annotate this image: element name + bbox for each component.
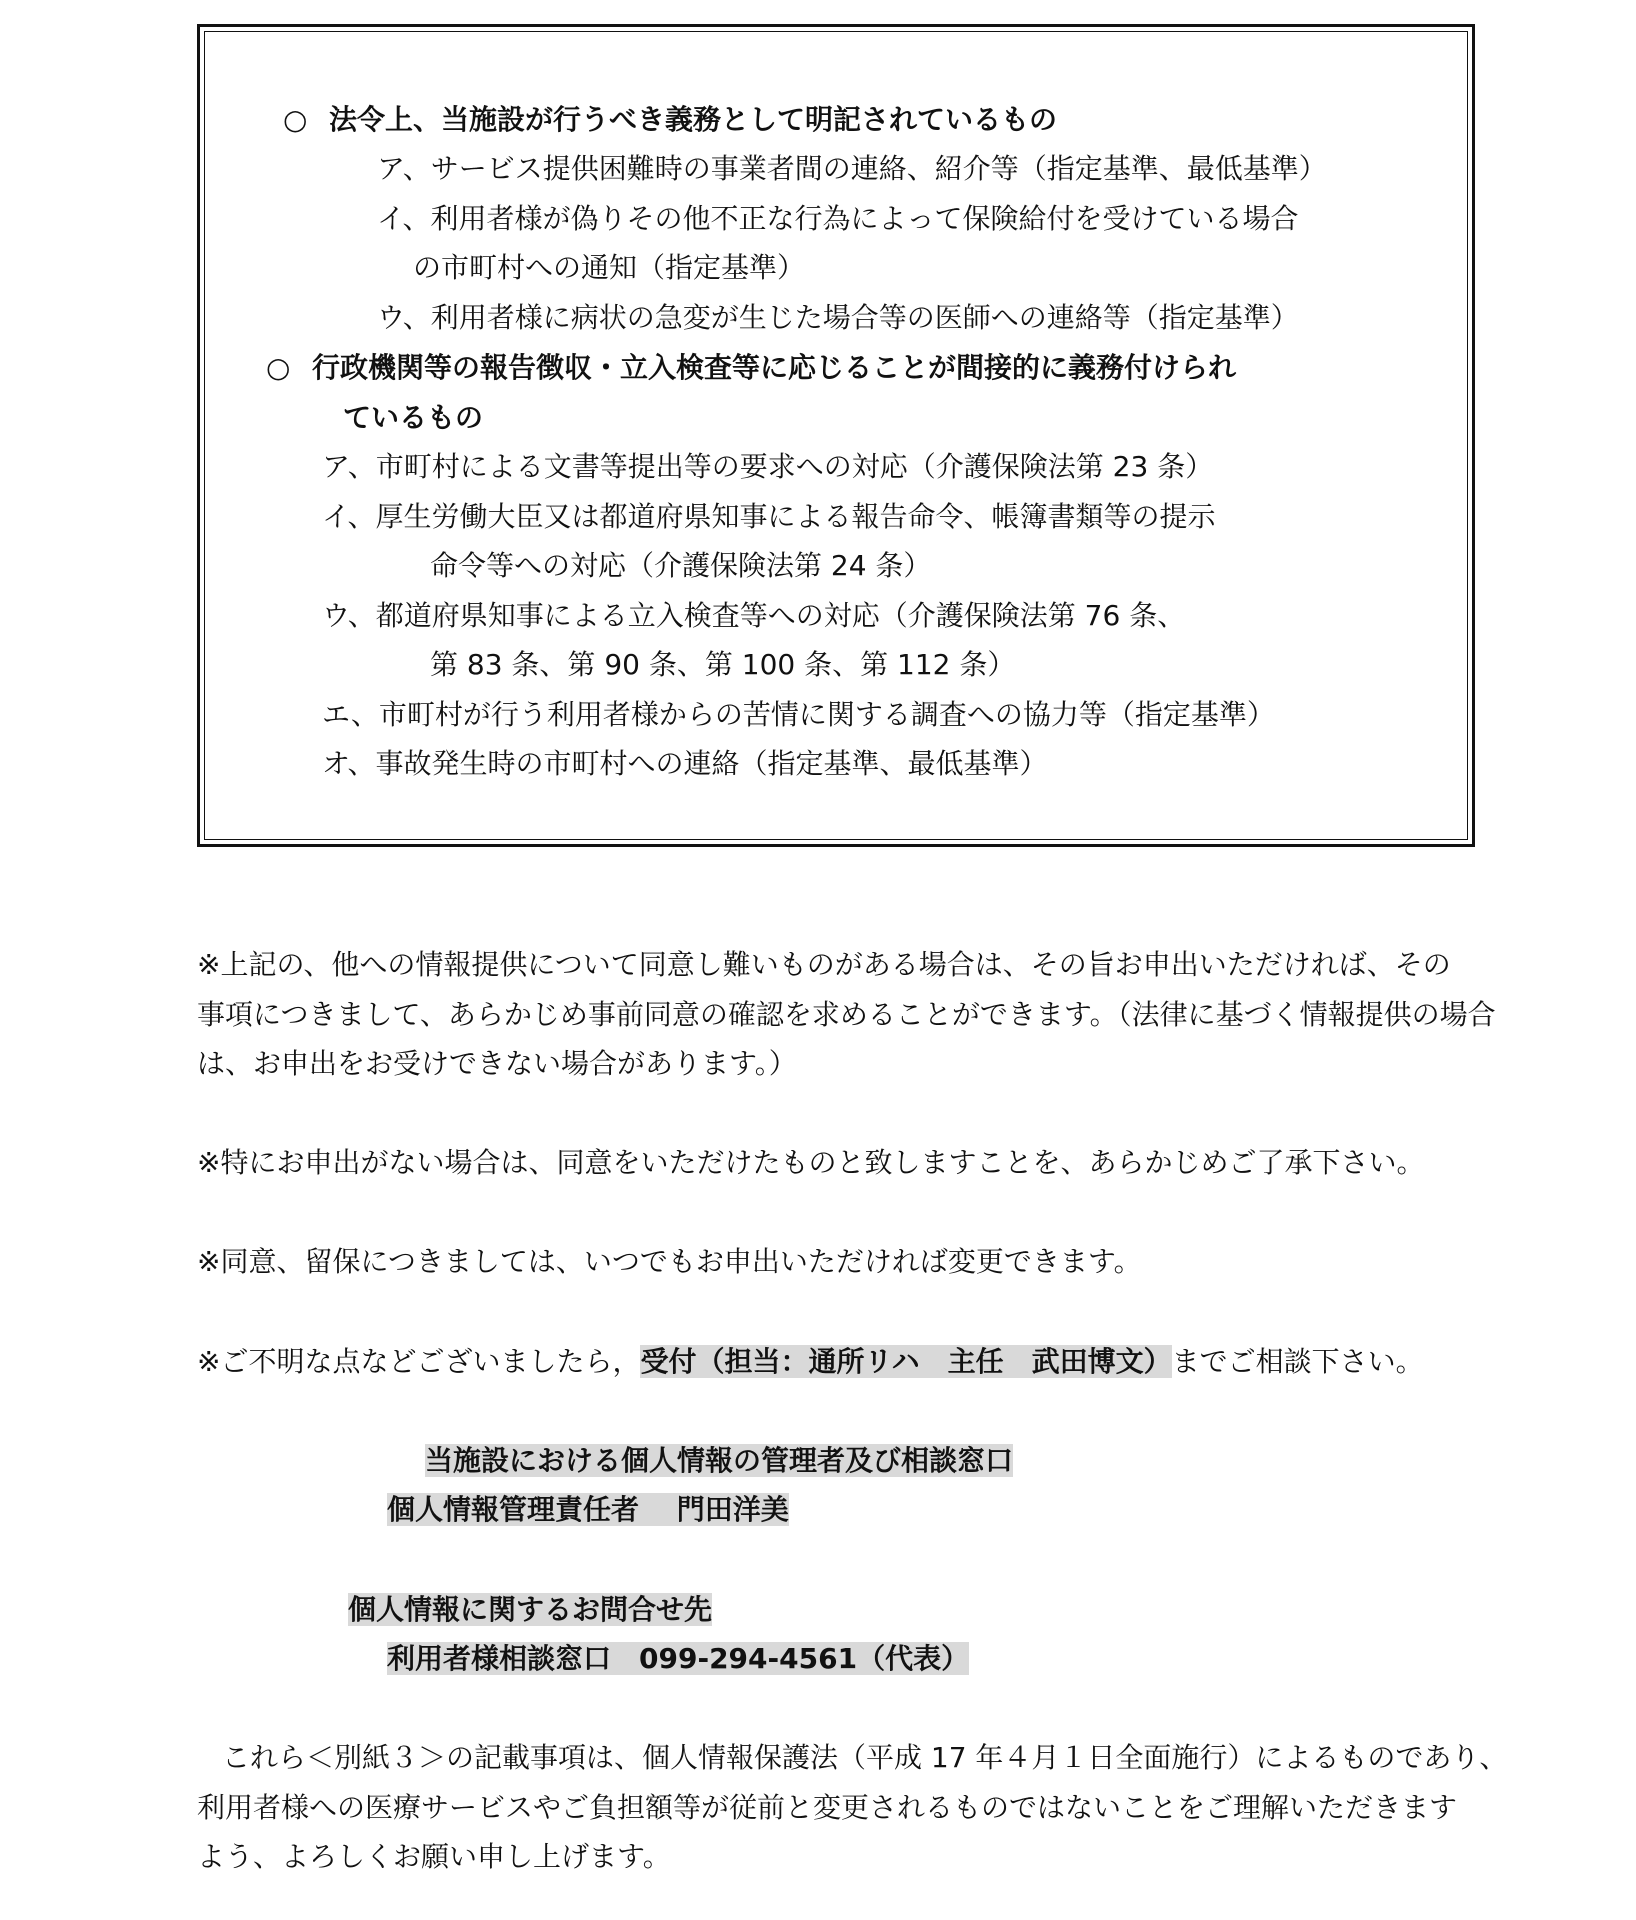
- inquiry-title: 個人情報に関するお問合せ先: [348, 1593, 713, 1626]
- note2: ※特にお申出がない場合は、同意をいただけたものと致しますことを、あらかじめご了承下さい。: [197, 1146, 1425, 1179]
- section2-item-u: ウ、都道府県知事による立入検査等への対応（介護保険法第 76 条、: [322, 599, 1186, 632]
- section1-item-a: ア、サービス提供困難時の事業者間の連絡、紹介等（指定基準、最低基準）: [377, 152, 1327, 185]
- section2-item-u-cont: 第 83 条、第 90 条、第 100 条、第 112 条）: [430, 648, 1016, 681]
- closing-line2: 利用者様への医療サービスやご負担額等が従前と変更されるものではないことをご理解いただきます: [197, 1791, 1458, 1824]
- circle-marker-icon: ○: [283, 103, 308, 136]
- note1-line3: は、お申出をお受けできない場合があります。）: [197, 1047, 797, 1080]
- section1-item-i: イ、利用者様が偽りその他不正な行為によって保険給付を受けている場合: [377, 202, 1299, 235]
- circle-marker-icon: ○: [266, 351, 291, 384]
- closing-line1: これら＜別紙３＞の記載事項は、個人情報保護法（平成 17 年４月１日全面施行）によるものであり、: [222, 1741, 1508, 1774]
- section1-item-i-cont: の市町村への通知（指定基準）: [413, 251, 806, 284]
- section2-item-e: エ、市町村が行う利用者様からの苦情に関する調査への協力等（指定基準）: [322, 698, 1275, 731]
- section1-heading: ○ 法令上、当施設が行うべき義務として明記されているもの: [283, 98, 1057, 142]
- closing-line3: よう、よろしくお願い申し上げます。: [197, 1840, 671, 1873]
- note4: ※ご不明な点などございましたら，受付（担当：通所リハ 主任 武田博文）までご相談下さい。: [197, 1345, 1424, 1378]
- reception-contact: 受付（担当：通所リハ 主任 武田博文）: [640, 1345, 1172, 1378]
- section2-item-i-cont: 命令等への対応（介護保険法第 24 条）: [430, 549, 932, 582]
- section2-heading: ○ 行政機関等の報告徴収・立入検査等に応じることが間接的に義務付けられ: [266, 346, 1236, 390]
- note1-line1: ※上記の、他への情報提供について同意し難いものがある場合は、その旨お申出いただければ、その: [197, 948, 1451, 981]
- section2-item-i: イ、厚生労働大臣又は都道府県知事による報告命令、帳簿書類等の提示: [322, 500, 1216, 533]
- section2-item-o: オ、事故発生時の市町村への連絡（指定基準、最低基準）: [322, 747, 1048, 780]
- admin-title: 当施設における個人情報の管理者及び相談窓口: [425, 1444, 1014, 1477]
- note3: ※同意、留保につきましては、いつでもお申出いただければ変更できます。: [197, 1245, 1142, 1278]
- admin-name: 個人情報管理責任者 門田洋美: [387, 1493, 789, 1526]
- section2-item-a: ア、市町村による文書等提出等の要求への対応（介護保険法第 23 条）: [322, 450, 1214, 483]
- note1-line2: 事項につきまして、あらかじめ事前同意の確認を求めることができます。（法律に基づく情報提供の場合: [197, 998, 1496, 1031]
- section2-heading-cont: ているもの: [343, 401, 484, 434]
- inquiry-detail: 利用者様相談窓口 099-294-4561（代表）: [387, 1642, 970, 1675]
- section1-item-u: ウ、利用者様に病状の急変が生じた場合等の医師への連絡等（指定基準）: [377, 301, 1299, 334]
